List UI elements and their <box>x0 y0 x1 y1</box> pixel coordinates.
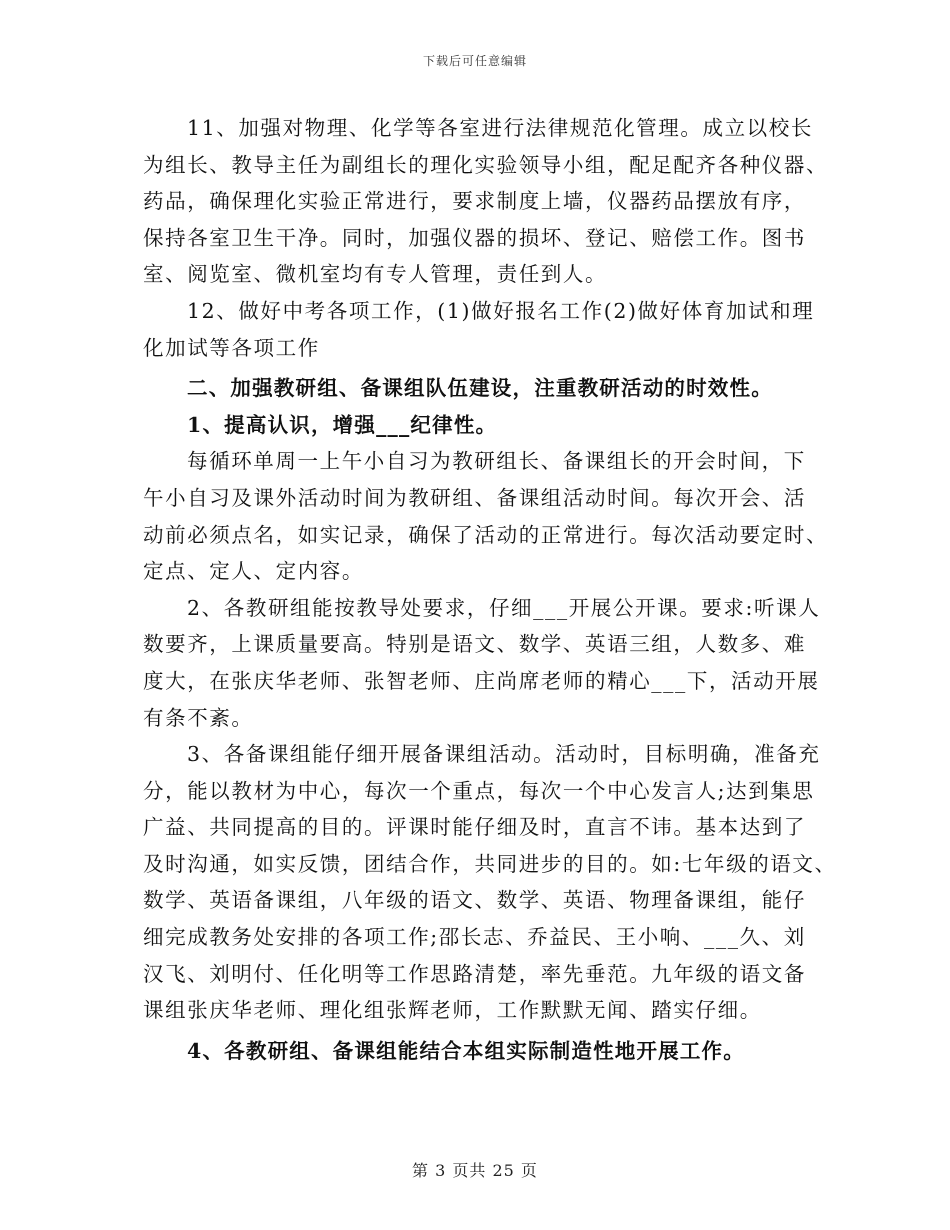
paragraph-line: 动前必须点名，如实记录，确保了活动的正常进行。每次活动要定时、 <box>143 522 829 547</box>
page-footer: 第 3 页共 25 页 <box>412 1161 538 1180</box>
paragraph-line: 度大，在张庆华老师、张智老师、庄尚席老师的精心___下，活动开展 <box>143 668 820 693</box>
paragraph-line: 数学、英语备课组，八年级的语文、数学、英语、物理备课组，能仔 <box>143 888 806 913</box>
paragraph-line: 定点、定人、定内容。 <box>143 559 364 584</box>
paragraph-line: 每循环单周一上午小自习为教研组长、备课组长的开会时间，下 <box>187 449 806 474</box>
paragraph-line: 课组张庆华老师、理化组张辉老师，工作默默无闻、踏实仔细。 <box>143 998 762 1023</box>
paragraph-line: 汉飞、刘明付、任化明等工作思路清楚，率先垂范。九年级的语文备 <box>143 961 806 986</box>
paragraph-line: 3、各备课组能仔细开展备课组活动。活动时，目标明确，准备充 <box>187 742 821 767</box>
paragraph-line: 12、做好中考各项工作，(1)做好报名工作(2)做好体育加试和理 <box>187 298 815 323</box>
paragraph-line: 2、各教研组能按教导处要求，仔细___开展公开课。要求:听课人 <box>187 595 821 620</box>
paragraph-line: 11、加强对物理、化学等各室进行法律规范化管理。成立以校长 <box>187 116 813 140</box>
paragraph-line: 分，能以教材为中心，每次一个重点，每次一个中心发言人;达到集思 <box>143 778 815 803</box>
paragraph-line: 化加试等各项工作 <box>143 335 320 360</box>
paragraph-line: 午小自习及课外活动时间为教研组、备课组活动时间。每次开会、活 <box>143 485 806 510</box>
subsection-heading: 1、提高认识，增强___纪律性。 <box>187 412 498 437</box>
page-header: 下载后可任意编辑 <box>422 54 527 68</box>
paragraph-line: 药品，确保理化实验正常进行，要求制度上墙，仪器药品摆放有序， <box>143 189 806 214</box>
paragraph-line: 广益、共同提高的目的。评课时能仔细及时，直言不讳。基本达到了 <box>143 815 806 840</box>
paragraph-line: 保持各室卫生干净。同时，加强仪器的损坏、登记、赔偿工作。图书 <box>143 225 806 250</box>
subsection-heading: 4、各教研组、备课组能结合本组实际制造性地开展工作。 <box>187 1038 745 1063</box>
paragraph-line: 室、阅览室、微机室均有专人管理，责任到人。 <box>143 262 608 287</box>
paragraph-line: 及时沟通，如实反馈，团结合作，共同进步的目的。如:七年级的语文、 <box>143 851 837 876</box>
paragraph-line: 细完成教务处安排的各项工作;邵长志、乔益民、王小响、___久、刘 <box>143 925 806 950</box>
paragraph-line: 有条不紊。 <box>143 705 254 730</box>
paragraph-line: 数要齐，上课质量要高。特别是语文、数学、英语三组，人数多、难 <box>143 632 806 657</box>
document-body <box>143 110 837 1069</box>
paragraph-line: 为组长、教导主任为副组长的理化实验领导小组，配足配齐各种仪器、 <box>143 152 829 177</box>
section-heading: 二、加强教研组、备课组队伍建设，注重教研活动的时效性。 <box>187 376 773 401</box>
